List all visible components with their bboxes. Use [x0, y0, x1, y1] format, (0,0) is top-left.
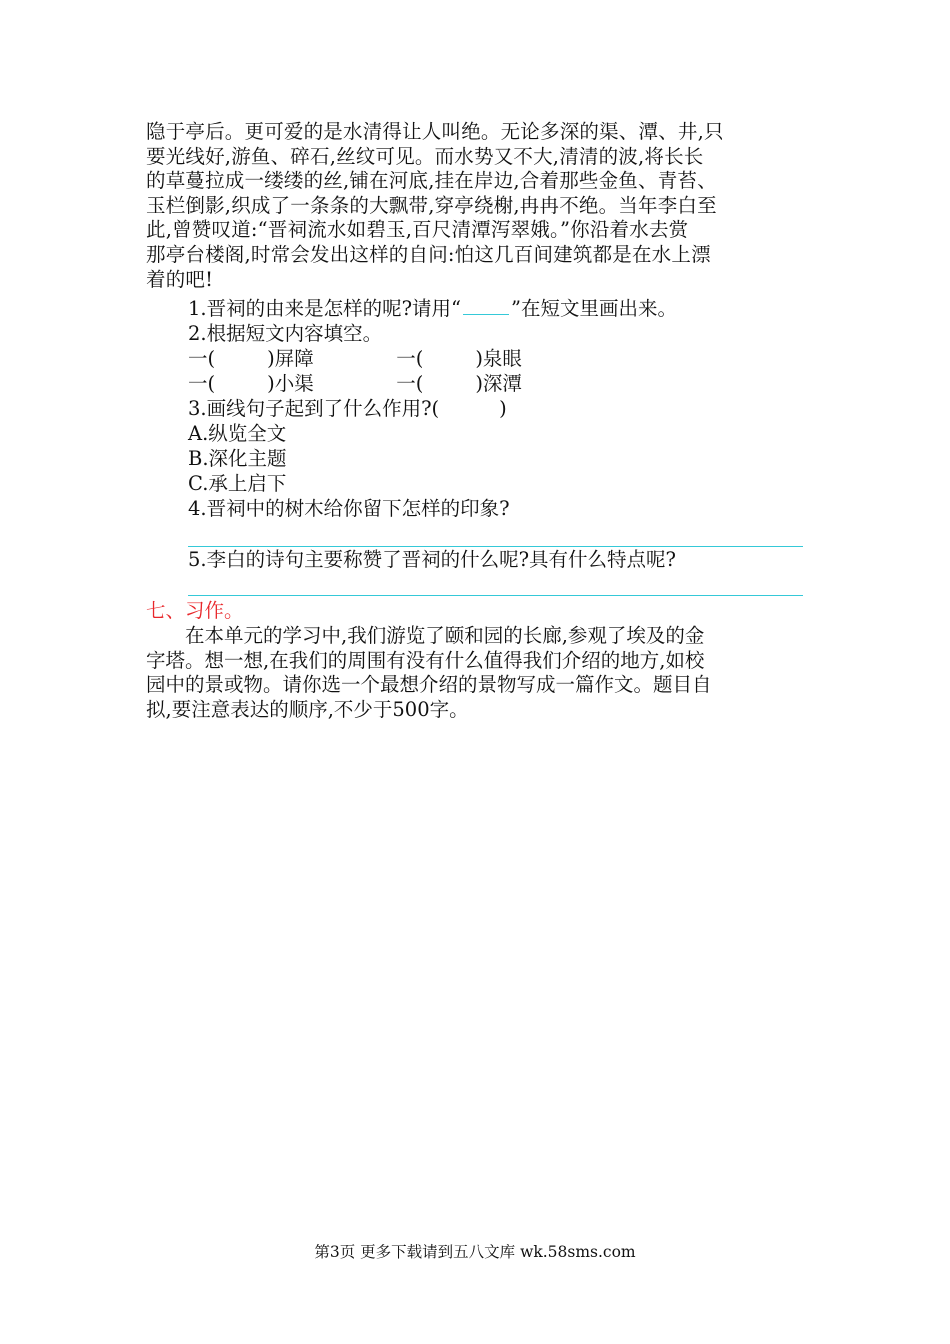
- fill-item: [188, 347, 390, 372]
- essay-line: 拟,要注意表达的顺序,不少于500字。: [146, 697, 469, 721]
- fill-item: [396, 372, 598, 397]
- fill-suffix: )屏障: [267, 347, 314, 370]
- fill-prefix: 一(: [188, 372, 216, 395]
- question-1: [188, 297, 677, 322]
- passage-line: 要光线好,游鱼、碎石,丝纹可见。而水势又不大,清清的波,将长长: [146, 144, 704, 168]
- page-footer: 第3页 更多下载请到五八文库 wk.58sms.com: [314, 1243, 636, 1261]
- answer-line[interactable]: [188, 595, 803, 596]
- fill-row: [188, 372, 598, 397]
- fill-row: [188, 347, 598, 372]
- answer-line[interactable]: [188, 546, 803, 547]
- question-1-text: 1.晋祠的由来是怎样的呢?请用“: [188, 297, 462, 320]
- essay-prompt: [146, 624, 810, 722]
- question-3-text: 3.画线句子起到了什么作用?(: [188, 397, 440, 420]
- fill-suffix: )小渠: [267, 372, 314, 395]
- fill-prefix: 一(: [188, 347, 216, 370]
- question-5: 5.李白的诗句主要称赞了晋祠的什么呢?具有什么特点呢?: [188, 548, 677, 571]
- question-3: [188, 397, 507, 422]
- fill-suffix: )泉眼: [475, 347, 522, 370]
- passage-line: 此,曾赞叹道:“晋祠流水如碧玉,百尺清潭泻翠娥。”你沿着水去赏: [146, 218, 689, 242]
- fill-prefix: 一(: [396, 347, 424, 370]
- fill-prefix: 一(: [396, 372, 424, 395]
- option-b[interactable]: B.深化主题: [188, 447, 287, 470]
- question-4: 4.晋祠中的树木给你留下怎样的印象?: [188, 497, 510, 520]
- section-7-title: 七、习作。: [146, 599, 244, 622]
- essay-line: 字塔。想一想,在我们的周围有没有什么值得我们介绍的地方,如校: [146, 648, 705, 672]
- fill-suffix: )深潭: [475, 372, 522, 395]
- essay-line: 在本单元的学习中,我们游览了颐和园的长廊,参观了埃及的金: [146, 624, 705, 647]
- question-2: 2.根据短文内容填空。: [188, 322, 383, 345]
- passage-line: 着的吧!: [146, 267, 214, 291]
- option-a[interactable]: A.纵览全文: [188, 422, 287, 445]
- reading-passage: [146, 120, 810, 292]
- option-c[interactable]: C.承上启下: [188, 472, 287, 495]
- essay-line: 园中的景或物。请你选一个最想介绍的景物写成一篇作文。题目自: [146, 673, 712, 697]
- passage-line: 的草蔓拉成一缕缕的丝,铺在河底,挂在岸边,合着那些金鱼、青苔、: [146, 169, 717, 193]
- fill-item: [396, 347, 598, 372]
- question-1-text-end: ”在短文里画出来。: [511, 297, 678, 320]
- underline-sample: [463, 297, 509, 315]
- fill-item: [188, 372, 390, 397]
- passage-line: 隐于亭后。更可爱的是水清得让人叫绝。无论多深的渠、潭、井,只: [146, 120, 724, 143]
- passage-line: 那亭台楼阁,时常会发出这样的自问:怕这几百间建筑都是在水上漂: [146, 242, 711, 266]
- question-3-close: ): [499, 397, 507, 420]
- passage-line: 玉栏倒影,织成了一条条的大飘带,穿亭绕榭,冉冉不绝。当年李白至: [146, 193, 717, 217]
